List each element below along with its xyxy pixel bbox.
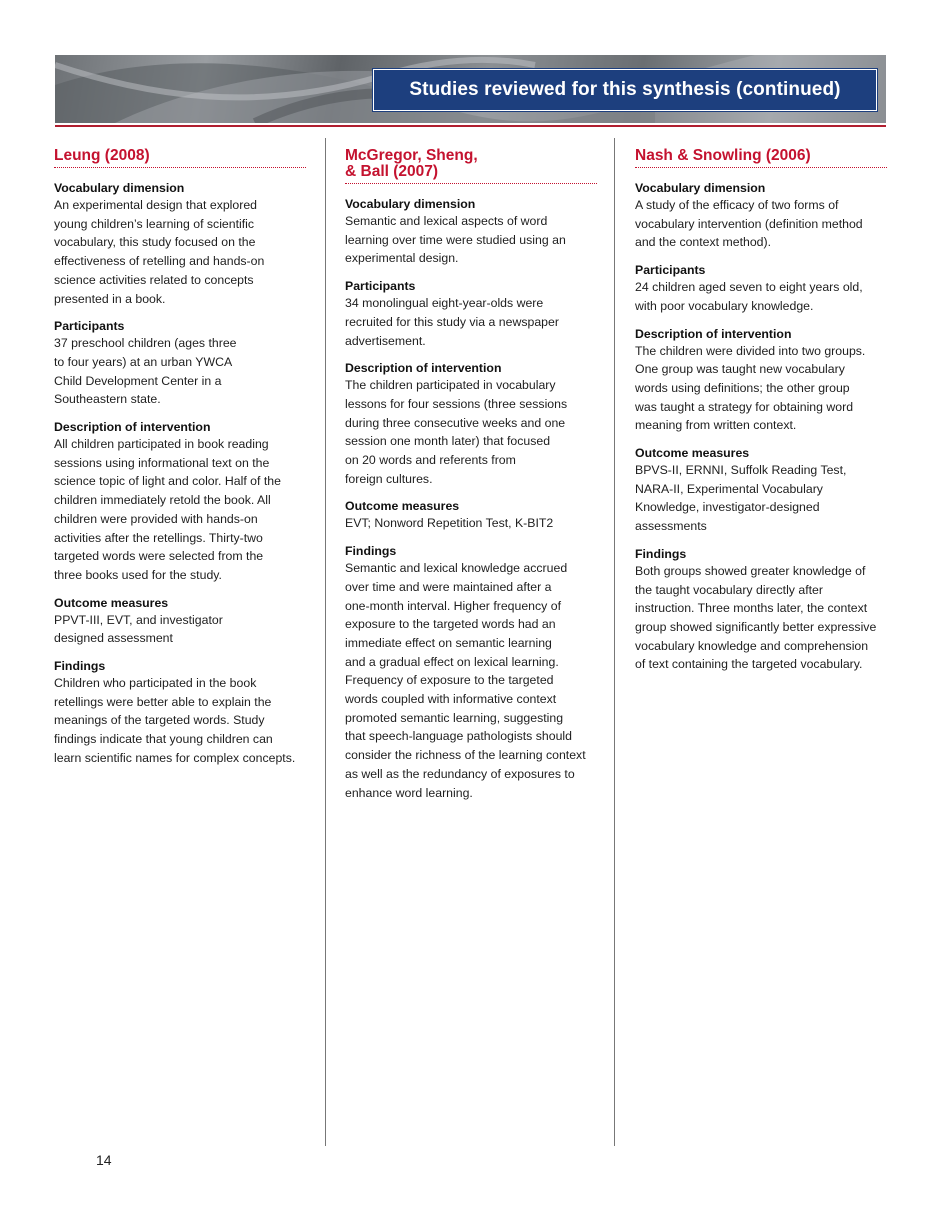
- section-text: An experimental design that explored young children’s learning of scientific vocabulary, this study focused on the effectiveness of retelling and hands-on science activities related to concepts presented in a book.: [54, 198, 265, 306]
- study-column-mcgregor: [345, 148, 597, 812]
- section-label: Vocabulary dimension: [54, 181, 185, 195]
- section-text: Children who participated in the book retellings were better able to explain the meanings of the targeted words. Study findings indicate that young children can learn scientific names for complex concepts.: [54, 676, 296, 765]
- section-text: EVT; Nonword Repetition Test, K-BIT2: [345, 516, 554, 531]
- page-number: 14: [96, 1152, 112, 1168]
- section-text: The children were divided into two groups. One group was taught new vocabulary words using definitions; the other group was taught a strategy for obtaining word meaning from written context.: [635, 343, 866, 433]
- section-label: Vocabulary dimension: [635, 181, 766, 195]
- section-label: Findings: [54, 659, 106, 674]
- section-text: 34 monolingual eight-year-olds were recruited for this study via a newspaper advertisement.: [345, 296, 559, 348]
- section-text: 24 children aged seven to eight years old, with poor vocabulary knowledge.: [635, 280, 863, 313]
- section-text: A study of the efficacy of two forms of vocabulary intervention (definition method and the context method).: [635, 198, 863, 250]
- study-heading: Leung (2008): [54, 148, 306, 168]
- study-heading: McGregor, Sheng, & Ball (2007): [345, 148, 597, 184]
- section-text: BPVS-II, ERNNI, Suffolk Reading Test, NARA-II, Experimental Vocabulary Knowledge, investigator-designed assessments: [635, 463, 847, 534]
- study-heading: Nash & Snowling (2006): [635, 148, 887, 168]
- page-title: Studies reviewed for this synthesis (continued): [373, 69, 877, 111]
- section-label: Outcome measures: [54, 595, 169, 610]
- section-text: The children participated in vocabulary lessons for four sessions (three sessions during three consecutive weeks and one session one month later) that focused on 20 words and referents from foreign cultures.: [345, 378, 568, 486]
- study-column-leung: [54, 148, 306, 778]
- section-label: Outcome measures: [345, 499, 460, 514]
- section-text: Semantic and lexical knowledge accrued over time and were maintained after a one-month interval. Higher frequency of exposure to the targeted words had an immediate effect on semantic learning and a gradual effect on lexical learning. Frequency of exposure to the targeted words coupled with informative context promoted semantic learning, suggesting that speech-language pathologists should consider the richness of the learning context as well as the redundancy of exposures to enhance word learning.: [345, 561, 586, 800]
- study-column-nash: [635, 148, 887, 684]
- section-text: Semantic and lexical aspects of word learning over time were studied using an experimental design.: [345, 214, 566, 266]
- section-text: 37 preschool children (ages three to four years) at an urban YWCA Child Development Center in a Southeastern state.: [54, 336, 237, 407]
- section-label: Participants: [54, 319, 125, 334]
- section-text: PPVT-III, EVT, and investigator designed assessment: [54, 612, 223, 646]
- section-label: Description of intervention: [345, 361, 502, 376]
- section-label: Participants: [345, 279, 416, 294]
- column-divider: [614, 138, 615, 1146]
- section-label: Findings: [345, 544, 397, 559]
- section-label: Description of intervention: [635, 326, 792, 341]
- section-text: Both groups showed greater knowledge of the taught vocabulary directly after instruction. Three months later, the context group showed significantly better expressive vocabulary knowledge and comprehension of text containing the targeted vocabulary.: [635, 563, 877, 672]
- section-label: Vocabulary dimension: [345, 197, 476, 211]
- section-label: Outcome measures: [635, 446, 750, 461]
- section-label: Description of intervention: [54, 420, 211, 435]
- header-divider: [55, 125, 886, 127]
- section-label: Participants: [635, 263, 706, 278]
- column-divider: [325, 138, 326, 1146]
- section-text: All children participated in book reading sessions using informational text on the science topic of light and color. Half of the children immediately retold the book. All children were provided with hands-on activities after the retellings. Thirty-two targeted words were selected from the three books used for the study.: [54, 437, 281, 582]
- section-label: Findings: [635, 546, 687, 561]
